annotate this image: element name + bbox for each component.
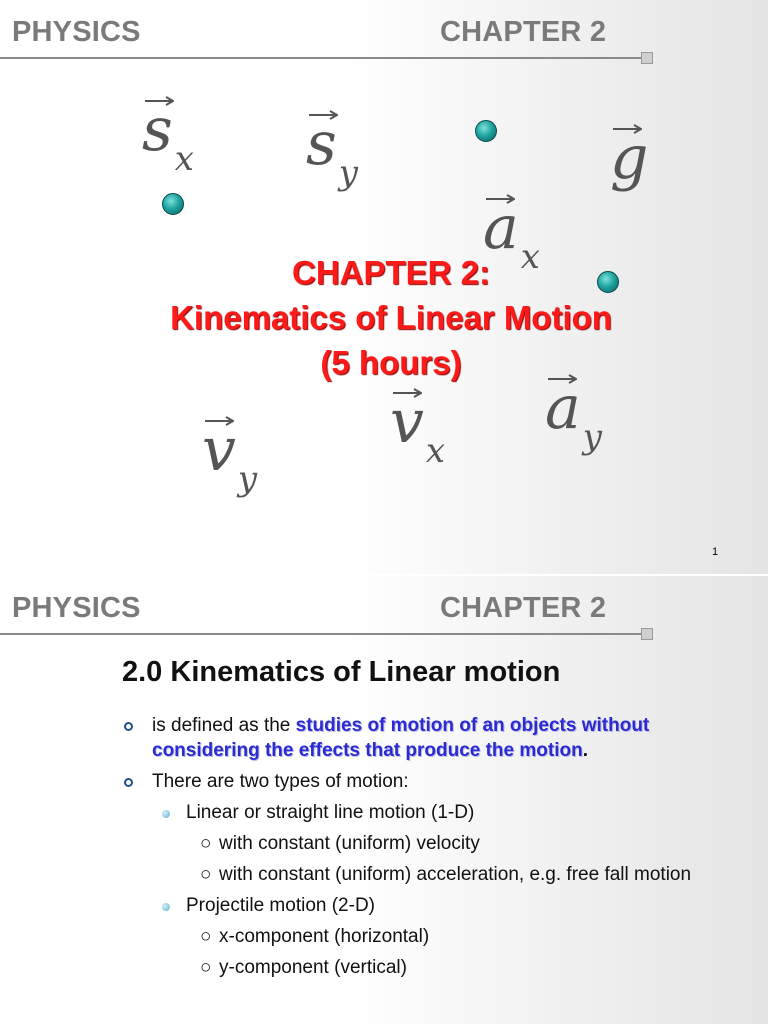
vector-arrow-icon (308, 110, 338, 120)
vector-sub: y (338, 153, 359, 193)
page-number: 1 (712, 546, 719, 558)
header-subject: PHYSICS (12, 16, 141, 48)
sub-item-ring-icon: ○ (200, 926, 212, 947)
sub-item-ring-icon: ○ (200, 957, 212, 978)
vector-sub: x (520, 237, 540, 277)
ball-icon (162, 193, 184, 215)
slide-title (0, 250, 768, 385)
sub-item-y-component: y-component (vertical) (219, 957, 407, 978)
bullet-definition-line-2 (152, 740, 588, 762)
header-chapter: CHAPTER 2 (440, 16, 607, 48)
vector-vx (390, 387, 446, 471)
vector-vy (202, 415, 258, 499)
header-chapter: CHAPTER 2 (440, 592, 607, 624)
header-box-icon (641, 628, 653, 640)
ball-icon (475, 120, 497, 142)
definition-suffix: . (582, 740, 588, 761)
sub-item-x-component: x-component (horizontal) (219, 926, 430, 947)
title-line-3: (5 hours) (320, 344, 462, 381)
title-line-2: Kinematics of Linear Motion (170, 299, 612, 336)
definition-prefix: is defined as the (152, 715, 296, 736)
slide-2 (0, 576, 768, 1024)
ring-bullet-icon (124, 722, 133, 731)
vector-arrow-icon (485, 194, 515, 204)
sub-linear-motion: Linear or straight line motion (1-D) (186, 802, 475, 823)
sub-item-constant-velocity: with constant (uniform) velocity (219, 833, 480, 854)
definition-highlight-2: considering the effects that produce the motion (152, 740, 583, 761)
vector-base: a (483, 193, 519, 263)
vector-base: a (545, 373, 581, 443)
vector-base: v (390, 387, 424, 457)
vector-base: s (142, 95, 173, 165)
vector-arrow-icon (144, 96, 174, 106)
vector-base: v (202, 415, 236, 485)
vector-arrow-icon (204, 416, 234, 426)
vector-base: s (306, 109, 337, 179)
vector-arrow-icon (392, 388, 422, 398)
header-divider (0, 57, 641, 59)
vector-base: g (610, 123, 649, 193)
vector-arrow-icon (612, 124, 642, 134)
ring-bullet-icon (124, 778, 133, 787)
vector-ay (545, 373, 602, 457)
dot-bullet-icon (162, 810, 170, 818)
vector-sub: x (174, 139, 194, 179)
vector-sx (142, 95, 194, 179)
vector-sub: y (237, 459, 258, 499)
bullet-definition-line-1 (152, 715, 649, 737)
dot-bullet-icon (162, 903, 170, 911)
title-line-1: CHAPTER 2: (291, 254, 491, 291)
vector-sub: x (425, 431, 446, 471)
vector-sy (306, 109, 359, 193)
sub-projectile-motion: Projectile motion (2-D) (186, 895, 375, 916)
vector-sub: y (582, 417, 602, 457)
bullet-types: There are two types of motion: (152, 771, 409, 792)
sub-item-constant-acceleration: with constant (uniform) acceleration, e.g. free fall motion (219, 864, 692, 885)
section-heading: 2.0 Kinematics of Linear motion (122, 656, 561, 688)
header-divider (0, 633, 641, 635)
header-box-icon (641, 52, 653, 64)
header-subject: PHYSICS (12, 592, 141, 624)
vector-ax (483, 193, 540, 277)
sub-item-ring-icon: ○ (200, 864, 212, 885)
sub-item-ring-icon: ○ (200, 833, 212, 854)
vector-g (610, 123, 649, 193)
definition-highlight-1: studies of motion of an objects without (295, 715, 650, 736)
